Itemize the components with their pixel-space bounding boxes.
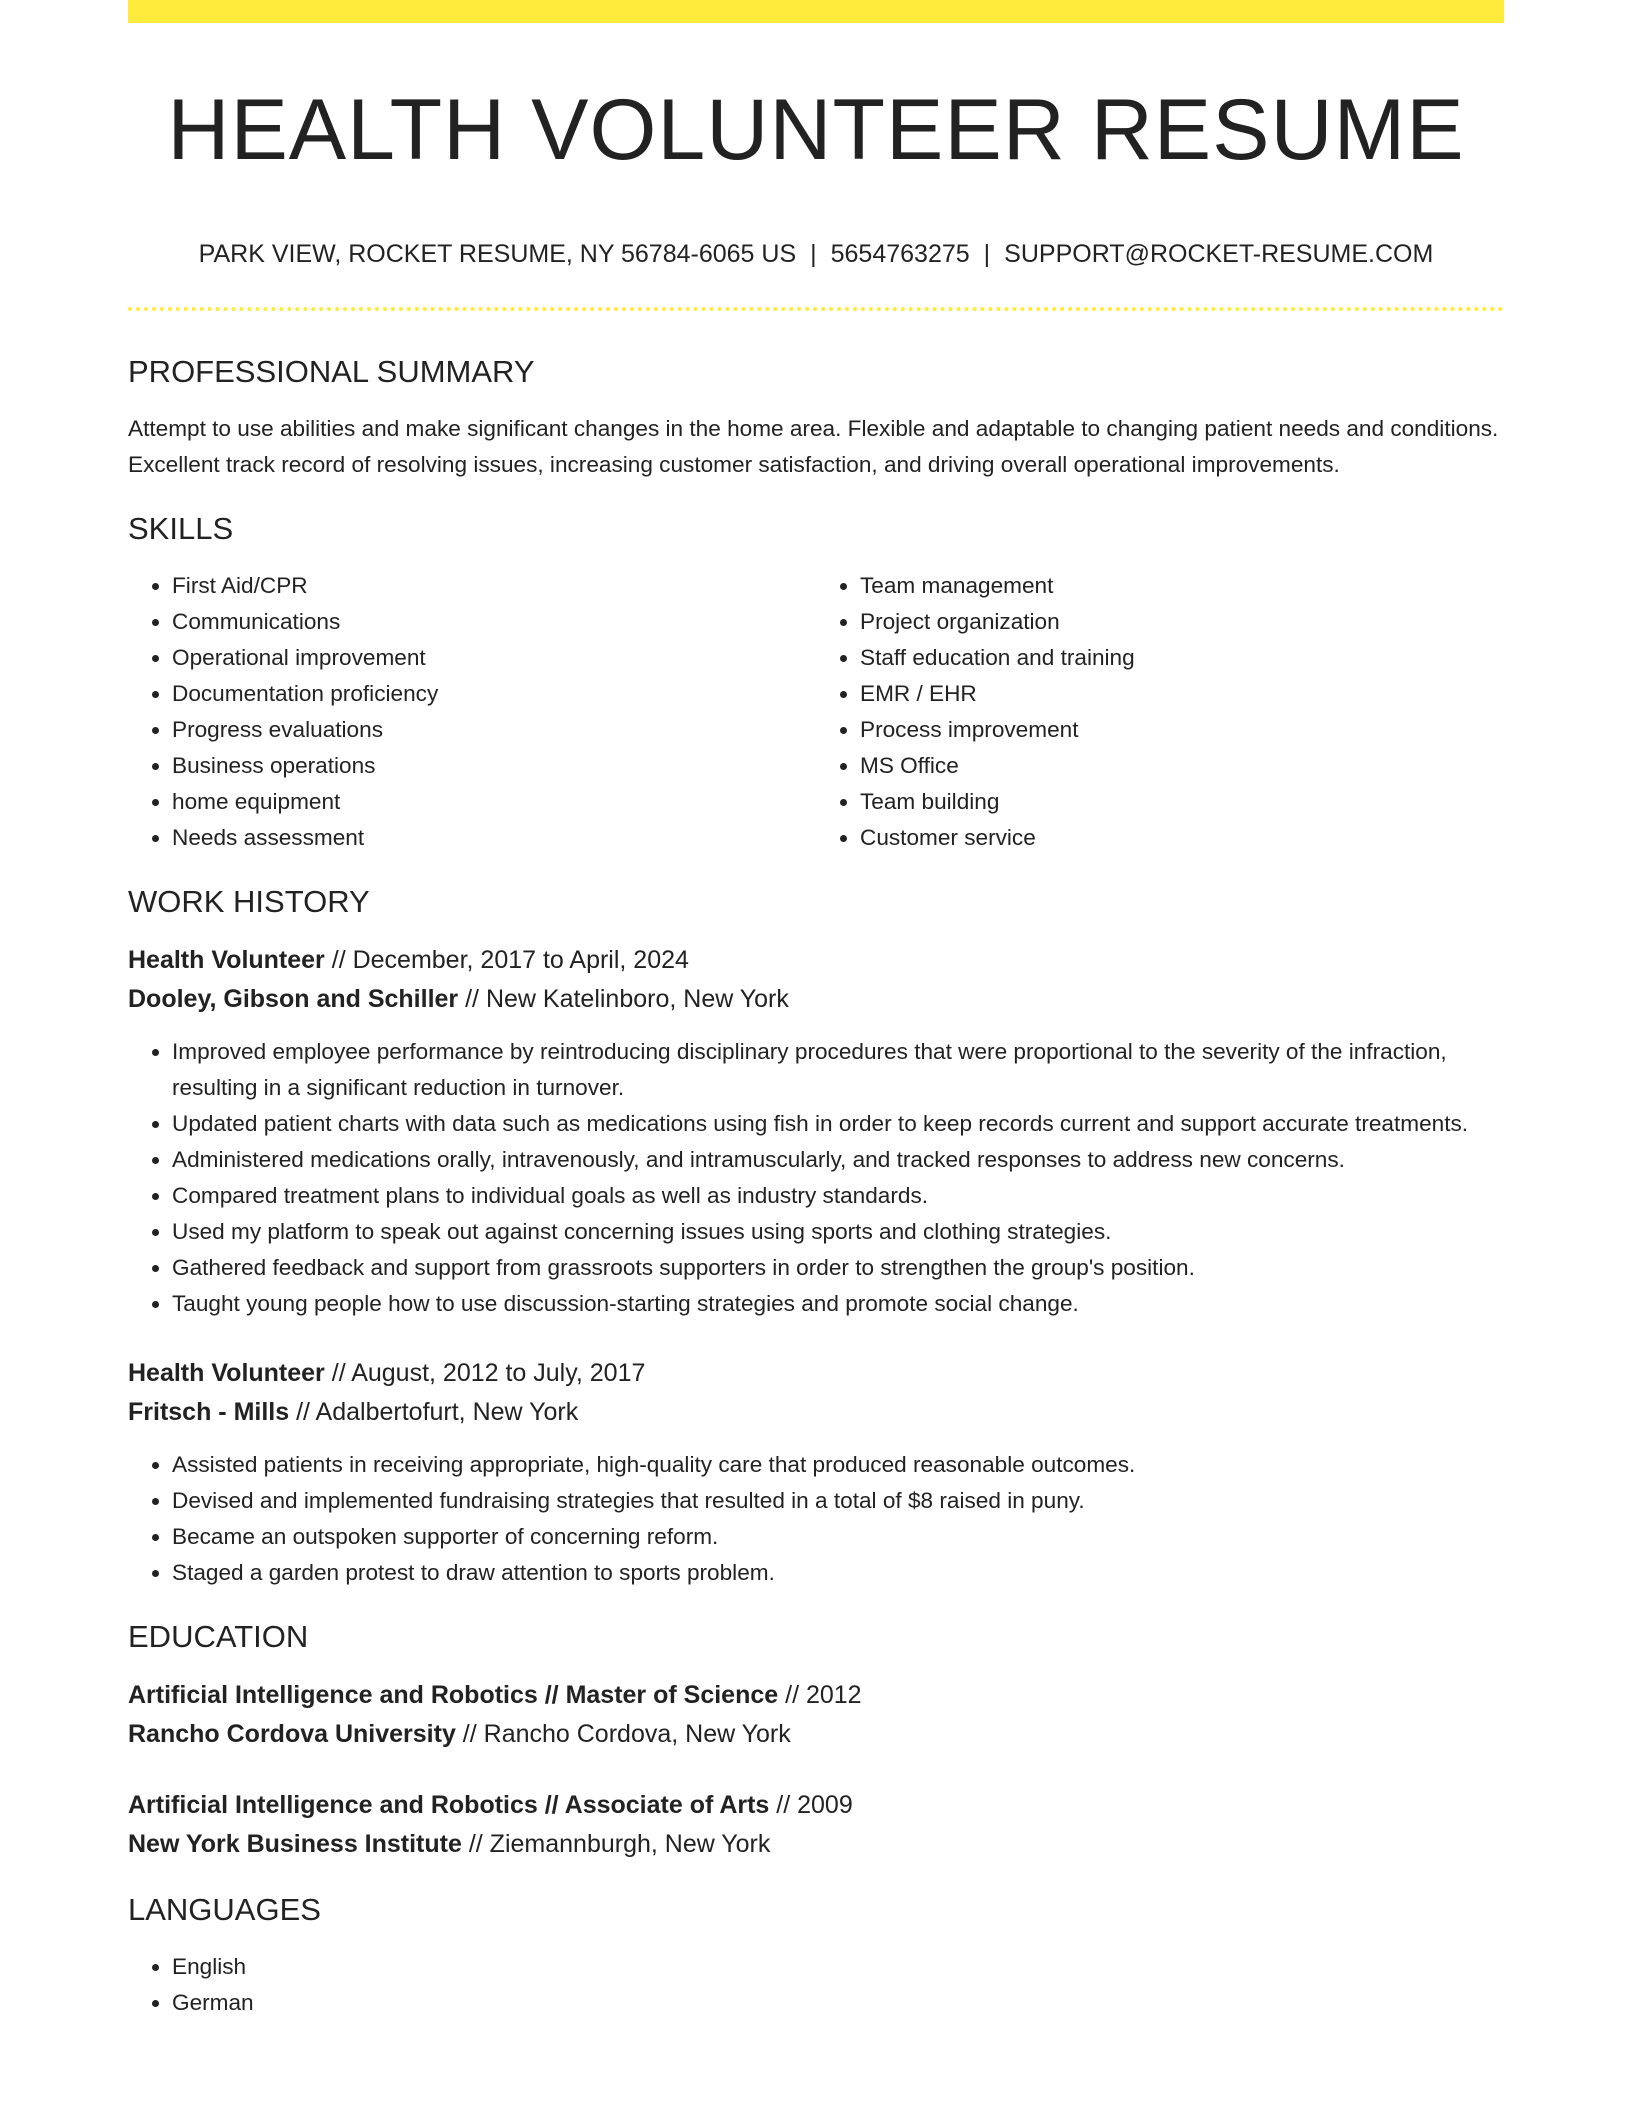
dotted-divider [128,307,1504,311]
section-heading-skills: SKILLS [128,511,234,546]
job-bullet: • Became an outspoken supporter of concerning reform. [172,1519,1504,1555]
resume-title: HEALTH VOLUNTEER RESUME [167,82,1465,178]
contact-separator: | [983,240,991,268]
job-bullet: • Staged a garden protest to draw attention to sports problem. [172,1555,1504,1591]
job-bullets [128,1447,1504,1591]
section-heading-summary: PROFESSIONAL SUMMARY [128,354,535,389]
job-bullet: • Administered medications orally, intravenously, and intramuscularly, and tracked responses to address new concerns. [172,1142,1504,1178]
summary-text: Attempt to use abilities and make significant changes in the home area. Flexible and adaptable to changing patient needs and conditions. Excellent track record of resolving issues, increasing customer satisfaction, and driving overall operational improvements. [128,416,1499,477]
skill-item: • EMR / EHR [860,676,1504,712]
job-bullet: • Gathered feedback and support from grassroots supporters in order to strengthen the group's position. [172,1250,1504,1286]
job-bullet: • Taught young people how to use discussion-starting strategies and promote social change. [172,1286,1504,1322]
skills-columns [128,568,1504,856]
skill-item: • Documentation proficiency [172,676,816,712]
skill-item: • MS Office [860,748,1504,784]
education-location: // Rancho Cordova, New York [455,1720,791,1748]
job-location: // Adalbertofurt, New York [289,1398,579,1426]
job-location: // New Katelinboro, New York [458,985,789,1013]
skills-section [128,509,1504,856]
languages-list [128,1949,1504,2021]
education-school: Rancho Cordova University [128,1720,456,1748]
education-degree: Artificial Intelligence and Robotics // Master of Science [128,1681,779,1709]
job-company-line [128,1393,1504,1432]
contact-address: PARK VIEW, ROCKET RESUME, NY 56784-6065 US [198,240,797,268]
contact-separator: | [810,240,817,268]
skill-item: • Business operations [172,748,816,784]
section-heading-languages: LANGUAGES [128,1892,321,1927]
education-school: New York Business Institute [128,1830,462,1858]
job-bullet: • Compared treatment plans to individual goals as well as industry standards. [172,1178,1504,1214]
job-bullet: • Updated patient charts with data such as medications using fish in order to keep records current and support accurate treatments. [172,1106,1504,1142]
education-year: // 2012 [778,1681,862,1709]
skills-list-right [816,568,1504,856]
accent-top-bar [128,0,1504,23]
contact-email: SUPPORT@ROCKET-RESUME.COM [1004,240,1434,268]
job-bullet: • Used my platform to speak out against concerning issues using sports and clothing strategies. [172,1214,1504,1250]
job-entry [128,941,1504,1322]
contact-info [128,236,1504,272]
job-dates: // December, 2017 to April, 2024 [324,946,689,974]
skill-item: • Communications [172,604,816,640]
education-entry [128,1786,1504,1864]
section-heading-work: WORK HISTORY [128,884,370,919]
skill-item: • Progress evaluations [172,712,816,748]
job-dates: // August, 2012 to July, 2017 [324,1359,646,1387]
work-history-section [128,882,1504,1591]
education-location: // Ziemannburgh, New York [461,1830,771,1858]
skill-item: • First Aid/CPR [172,568,816,604]
job-bullets [128,1034,1504,1322]
skill-item: • Customer service [860,820,1504,856]
language-item: • German [172,1985,1504,2021]
resume-body [128,352,1504,2021]
skill-item: • Staff education and training [860,640,1504,676]
section-heading-education: EDUCATION [128,1619,309,1654]
skill-item: • Operational improvement [172,640,816,676]
education-school-line [128,1715,1504,1754]
language-item: • English [172,1949,1504,1985]
job-title: Health Volunteer [128,1359,325,1387]
education-section [128,1617,1504,1864]
job-bullet: • Devised and implemented fundraising strategies that resulted in a total of $8 raised in puny. [172,1483,1504,1519]
skills-list-left [128,568,816,856]
job-title-line [128,941,1504,980]
skill-item: • Team management [860,568,1504,604]
skill-item: • Needs assessment [172,820,816,856]
job-bullet: • Assisted patients in receiving appropriate, high-quality care that produced reasonable outcomes. [172,1447,1504,1483]
education-year: // 2009 [769,1791,853,1819]
education-degree-line [128,1676,1504,1715]
education-entry [128,1676,1504,1754]
education-degree-line [128,1786,1504,1825]
job-company: Dooley, Gibson and Schiller [128,985,459,1013]
languages-section [128,1890,1504,2021]
job-title-line [128,1354,1504,1393]
contact-phone: 5654763275 [830,240,970,268]
education-degree: Artificial Intelligence and Robotics // Associate of Arts [128,1791,770,1819]
job-company: Fritsch - Mills [128,1398,290,1426]
skill-item: • Project organization [860,604,1504,640]
skill-item: • Process improvement [860,712,1504,748]
skill-item: • Team building [860,784,1504,820]
summary-section [128,352,1504,483]
skill-item: • home equipment [172,784,816,820]
job-title: Health Volunteer [128,946,325,974]
education-school-line [128,1825,1504,1864]
job-company-line [128,980,1504,1019]
job-entry [128,1354,1504,1591]
job-bullet: • Improved employee performance by reintroducing disciplinary procedures that were proportional to the severity of the infraction, resulting in a significant reduction in turnover. [172,1034,1504,1106]
